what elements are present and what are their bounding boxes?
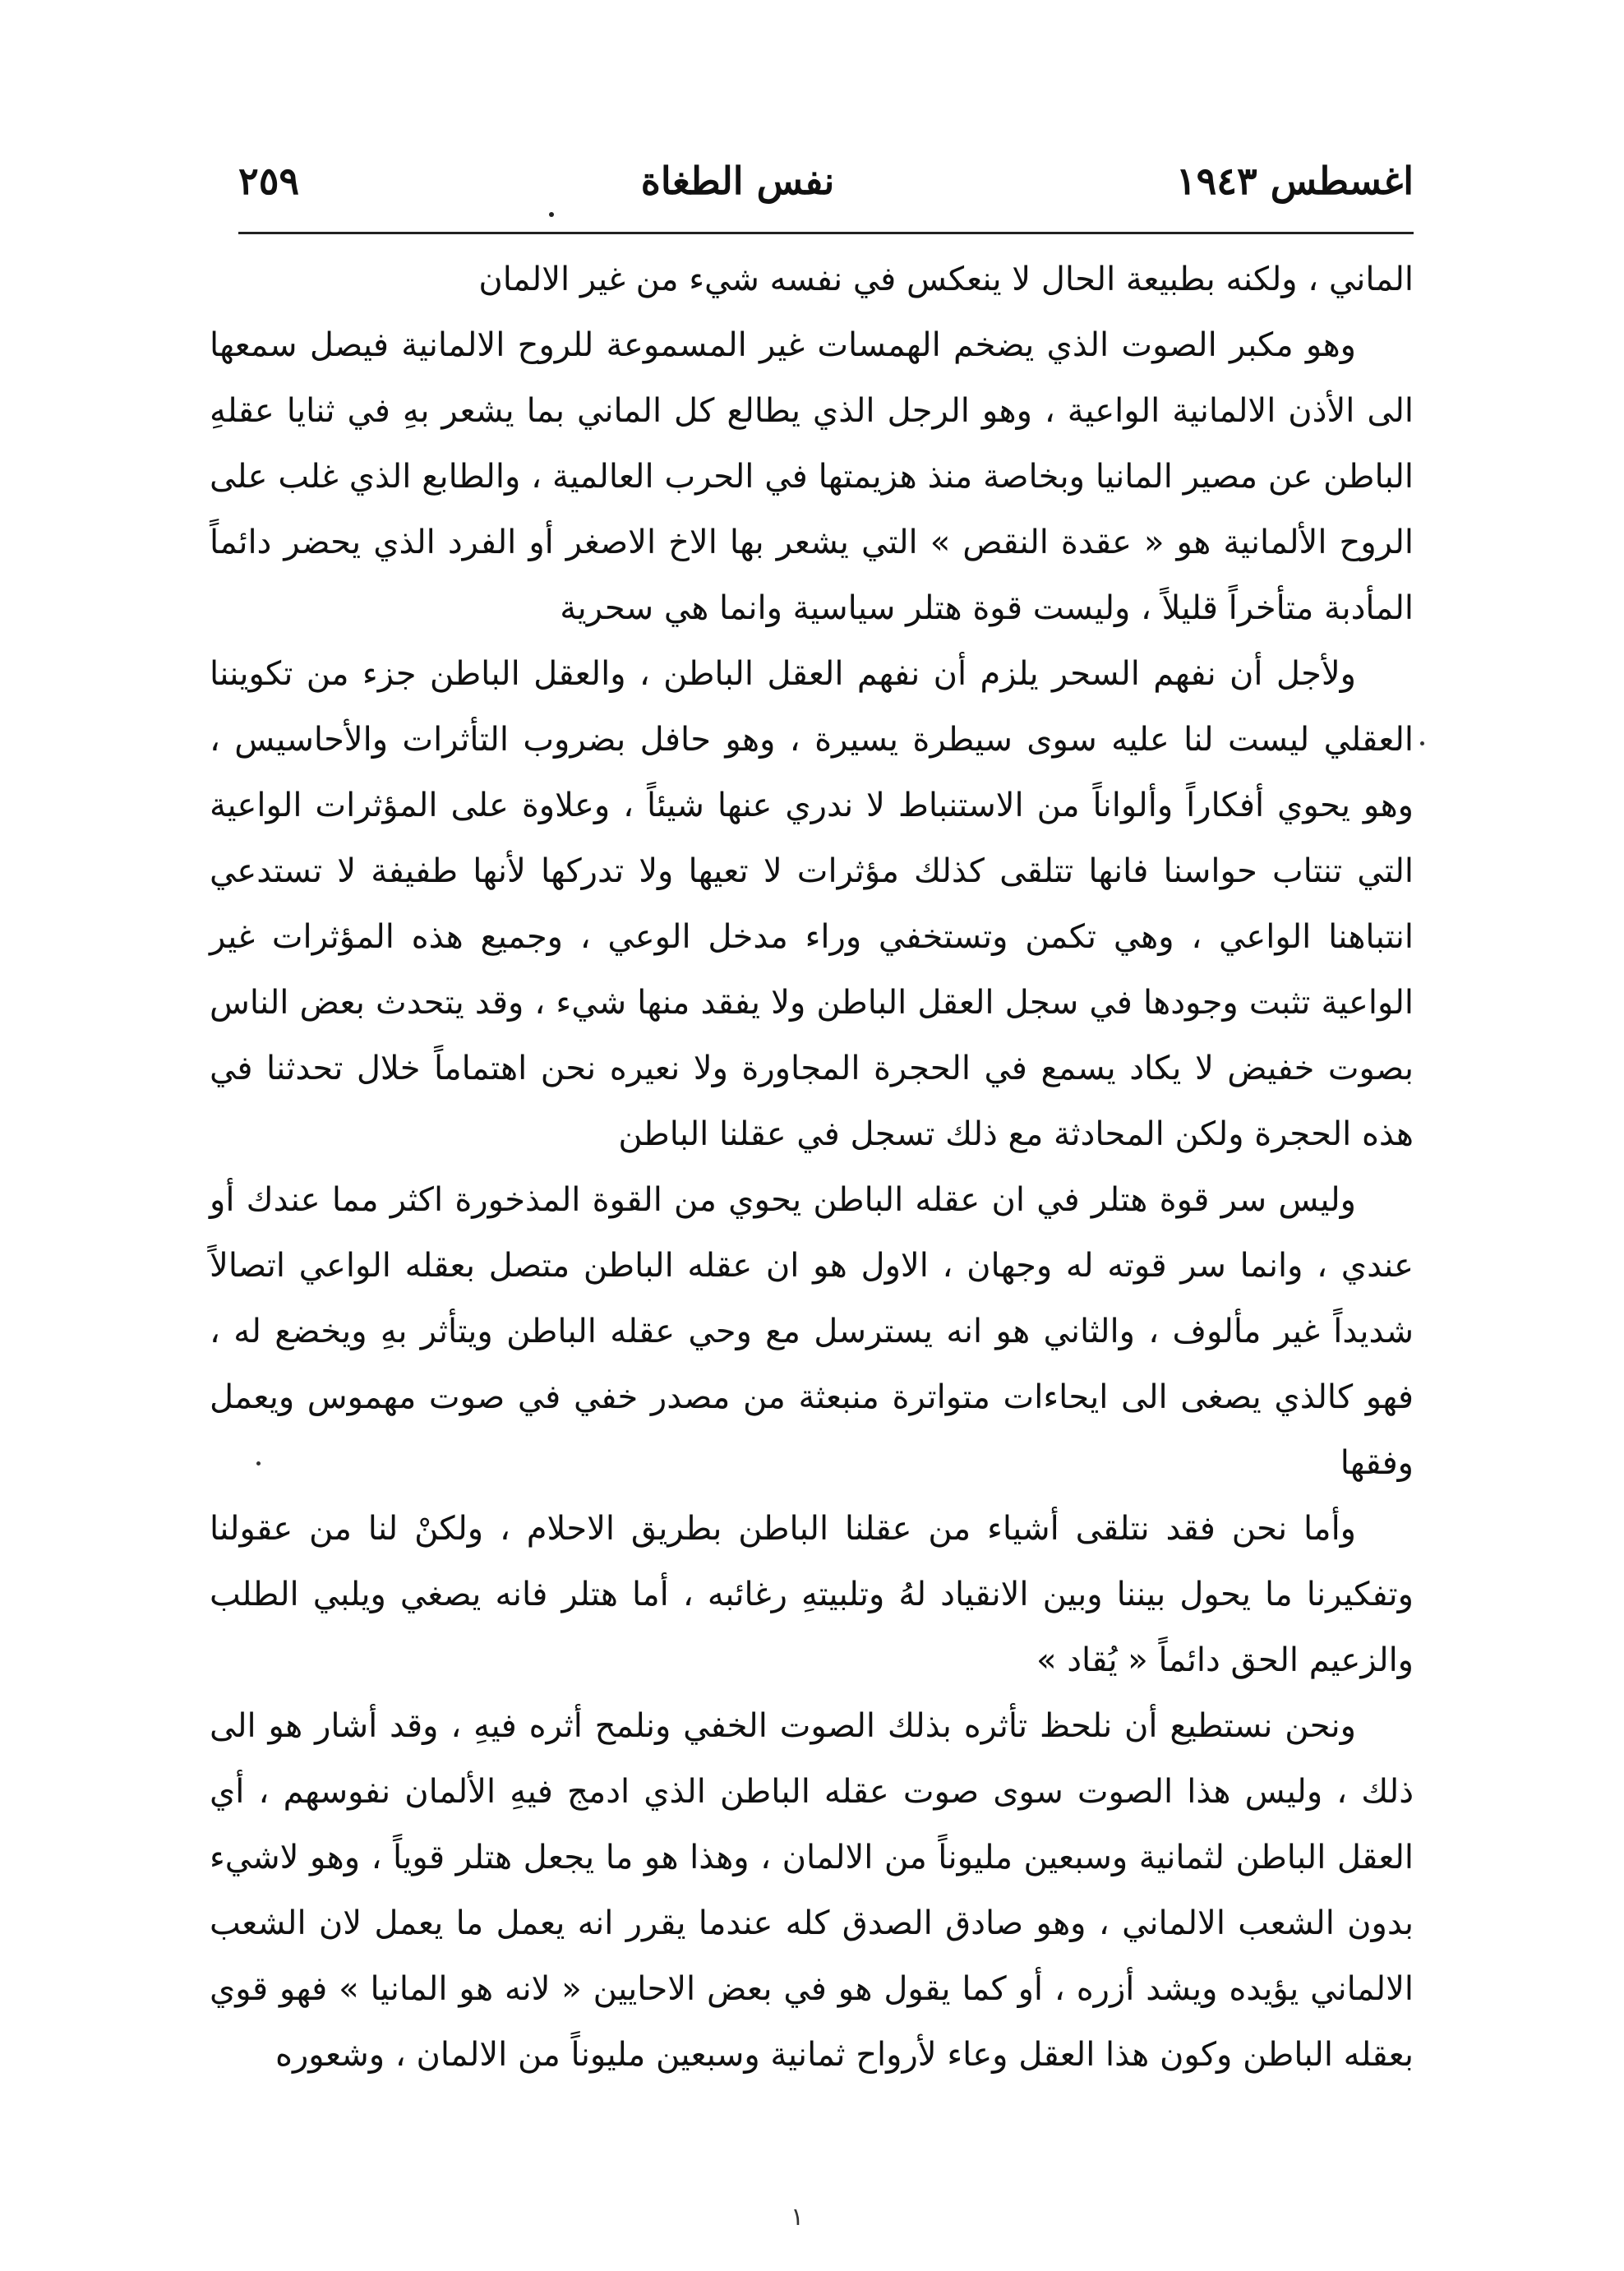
header-page-number: ٢٥٩: [238, 159, 300, 203]
paragraph: ولأجل أن نفهم السحر يلزم أن نفهم العقل الباطن ، والعقل الباطن جزء من تكويننا العقلي ليست لنا عليه سوى سيطرة يسيرة ، وهو حافل بضروب التأثرات والأحاسيس ، وهو يحوي أفكاراً وألواناً من الاستنباط لا ندري عنها شيئاً ، وعلاوة على المؤثرات الواعية التي تنتاب حواسنا فانها تتلقى كذلك مؤثرات لا تعيها ولا تدركها لأنها طفيفة لا تستدعي انتباهنا الواعي ، وهي تكمن وتستخفي وراء مدخل الوعي ، وجميع هذه المؤثرات غير الواعية تثبت وجودها في سجل العقل الباطن ولا يفقد منها شيء ، وقد يتحدث بعض الناس بصوت خفيض لا يكاد يسمع في الحجرة المجاورة ولا نعيره نحن اهتماماً خلال تحدثنا في هذه الحجرة ولكن المحادثة مع ذلك تسجل في عقلنا الباطن: [210, 655, 1414, 1153]
footer-mark: ١: [790, 2203, 805, 2232]
paragraph: وهو مكبر الصوت الذي يضخم الهمسات غير المسموعة للروح الالمانية فيصل سمعها الى الأذن الالمانية الواعية ، وهو الرجل الذي يطالع كل الماني بما يشعر بهِ في ثنايا عقلهِ الباطن عن مصير المانيا وبخاصة منذ هزيمتها في الحرب العالمية ، والطابع الذي غلب على الروح الألمانية هو « عقدة النقص » التي يشعر بها الاخ الاصغر أو الفرد الذي يحضر دائماً المأدبة متأخراً قليلاً ، وليست قوة هتلر سياسية وانما هي سحرية: [210, 326, 1414, 627]
print-speck: [1420, 741, 1424, 745]
paragraph: ونحن نستطيع أن نلحظ تأثره بذلك الصوت الخفي ونلمح أثره فيهِ ، وقد أشار هو الى ذلك ، وليس هذا الصوت سوى صوت عقله الباطن الذي ادمج فيهِ الألمان نفوسهم ، أي العقل الباطن لثمانية وسبعين مليوناً من الالمان ، وهذا هو ما يجعل هتلر قوياً ، وهو لاشيء بدون الشعب الالماني ، وهو صادق الصدق كله عندما يقرر انه يعمل ما يعمل لان الشعب الالماني يؤيده ويشد أزره ، أو كما يقول هو في بعض الاحايين « لانه هو المانيا » فهو قوي بعقله الباطن وكون هذا العقل وعاء لأرواح ثمانية وسبعين مليوناً من الالمان ، وشعوره: [210, 1707, 1414, 2074]
rule-dot: [549, 212, 554, 217]
paragraph-continuation: الماني ، ولكنه بطبيعة الحال لا ينعكس في نفسه شيء من غير الالمان: [478, 261, 1414, 298]
header-rule: [238, 232, 1414, 234]
body-text: [210, 247, 1414, 2186]
header-title: نفس الطغاة: [640, 159, 835, 203]
paragraph: وأما نحن فقد نتلقى أشياء من عقلنا الباطن بطريق الاحلام ، ولكنْ لنا من عقولنا وتفكيرنا ما يحول بيننا وبين الانقياد لهُ وتلبيتهِ رغائبه ، أما هتلر فانه يصغي ويلبي الطلب والزعيم الحق دائماً « يُقاد »: [210, 1510, 1414, 1679]
page-header: [238, 148, 1414, 214]
paragraph: وليس سر قوة هتلر في ان عقله الباطن يحوي من القوة المذخورة اكثر مما عندك أو عندي ، وانما سر قوته له وجهان ، الاول هو ان عقله الباطن متصل بعقله الواعي اتصالاً شديداً غير مألوف ، والثاني هو انه يسترسل مع وحي عقله الباطن ويتأثر بهِ ويخضع له ، فهو كالذي يصغى الى ايحاءات متواترة منبعثة من مصدر خفي في صوت مهموس ويعمل وفقها: [210, 1181, 1414, 1482]
header-date: اغسطس ١٩٤٣: [1175, 159, 1414, 203]
print-speck: [256, 1461, 261, 1466]
